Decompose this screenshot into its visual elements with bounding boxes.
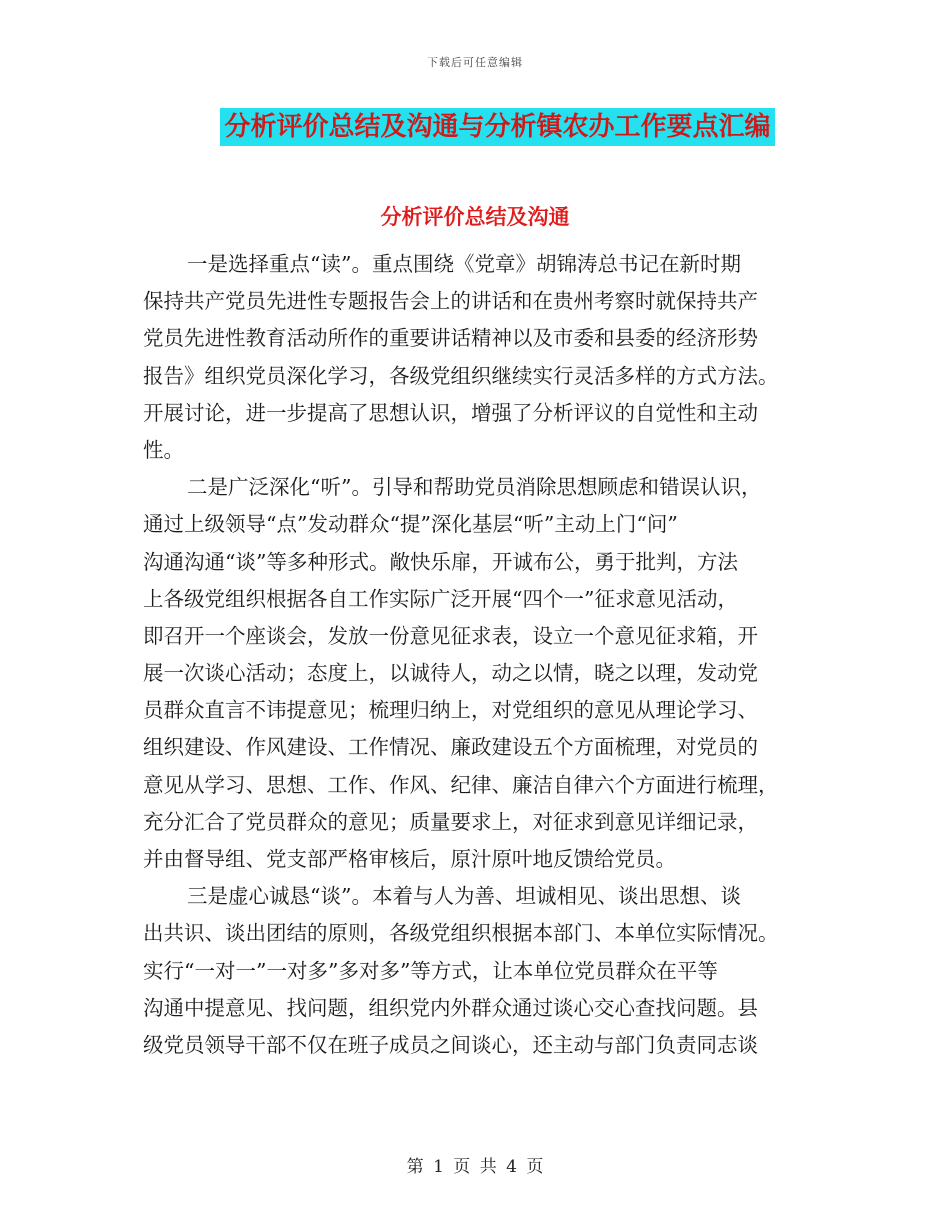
paragraph-1-line-6: 性。 — [143, 437, 184, 462]
paragraph-3-line-4: 沟通中提意见、找问题，组织党内外群众通过谈心交心查找问题。县 — [143, 995, 758, 1020]
paragraph-1-line-3: 党员先进性教育活动所作的重要讲话精神以及市委和县委的经济形势 — [143, 326, 758, 351]
paragraph-1-line-4: 报告》组织党员深化学习，各级党组织继续实行灵活多样的方式方法。 — [143, 363, 779, 388]
section-title: 分析评价总结及沟通 — [380, 205, 570, 229]
paragraph-2-line-9: 意见从学习、思想、工作、作风、纪律、廉洁自律六个方面进行梳理， — [143, 772, 779, 797]
paragraph-1-line-1: 一是选择重点“读”。重点围绕《党章》胡锦涛总书记在新时期 — [187, 252, 741, 276]
paragraph-1-line-2: 保持共产党员先进性专题报告会上的讲话和在贵州考察时就保持共产 — [143, 289, 758, 314]
paragraph-2-line-2: 通过上级领导“点”发动群众“提”深化基层“听”主动上门“问” — [143, 512, 678, 537]
paragraph-2-line-1: 二是广泛深化“听”。引导和帮助党员消除思想顾虑和错误认识， — [187, 475, 762, 500]
body-text — [143, 246, 803, 1064]
page-number-footer: 第 1 页 共 4 页 — [406, 1157, 544, 1177]
paragraph-3-line-3: 实行“一对一”一对多”多对多”等方式，让本单位党员群众在平等 — [143, 958, 718, 983]
paragraph-2-line-11: 并由督导组、党支部严格审核后，原汁原叶地反馈给党员。 — [143, 847, 676, 871]
paragraph-2-line-5: 即召开一个座谈会，发放一份意见征求表，设立一个意见征求箱，开 — [143, 623, 758, 648]
paragraph-2-line-7: 员群众直言不讳提意见；梳理归纳上，对党组织的意见从理论学习、 — [143, 698, 758, 723]
document-title-container — [0, 108, 950, 146]
paragraph-3-line-1: 三是虚心诚恳“谈”。本着与人为善、坦诚相见、谈出思想、谈 — [187, 884, 741, 909]
paragraph-3-line-5: 级党员领导干部不仅在班子成员之间谈心，还主动与部门负责同志谈 — [143, 1032, 758, 1057]
paragraph-2-line-6: 展一次谈心活动；态度上，以诚待人，动之以情，晓之以理，发动党 — [143, 661, 758, 686]
paragraph-3-line-2: 出共识、谈出团结的原则，各级党组织根据本部门、本单位实际情况。 — [143, 921, 779, 946]
paragraph-1-line-5: 开展讨论，进一步提高了思想认识，增强了分析评议的自觉性和主动 — [143, 400, 758, 425]
paragraph-2-line-8: 组织建设、作风建设、工作情况、廉政建设五个方面梳理，对党员的 — [143, 735, 758, 760]
paragraph-2-line-4: 上各级党组织根据各自工作实际广泛开展“四个一”征求意见活动， — [143, 586, 738, 611]
paragraph-2-line-10: 充分汇合了党员群众的意见；质量要求上，对征求到意见详细记录， — [143, 809, 758, 834]
paragraph-2-line-3: 沟通沟通“谈”等多种形式。敞快乐扉，开诚布公，勇于批判，方法 — [143, 549, 738, 574]
document-title: 分析评价总结及沟通与分析镇农办工作要点汇编 — [220, 108, 774, 146]
header-note: 下载后可任意编辑 — [427, 56, 523, 69]
